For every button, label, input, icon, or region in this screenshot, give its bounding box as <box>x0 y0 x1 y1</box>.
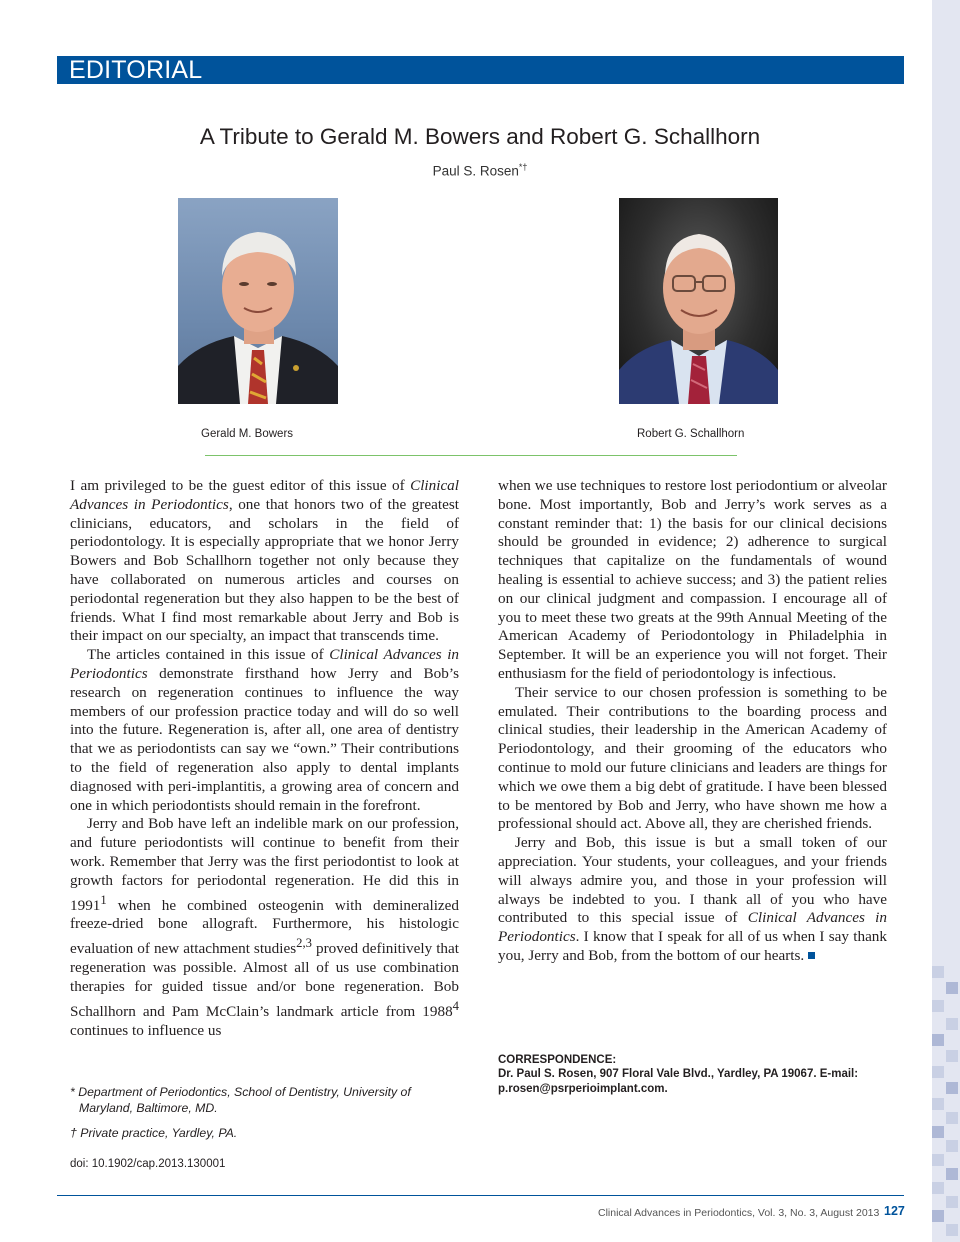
paragraph: I am privileged to be the guest editor of this issue of Clinical Advances in Periodontics, one that honors two of the greatest clinicians, educators, and scholars in the field of periodontology. It is especially appropriate that we honor Jerry Bowers and Bob Schallhorn together not only because they have collaborated on numerous articles and courses on periodontal regeneration but they also happen to be the best of friends. What I find most remarkable about Jerry and Bob is their impact on our specialty, an impact that transcends time. <box>70 477 459 645</box>
page-number: 127 <box>884 1204 905 1218</box>
footnote: † Private practice, Yardley, PA. <box>70 1126 238 1140</box>
paragraph <box>498 834 887 966</box>
footnotes <box>70 1084 459 1150</box>
correspondence-text: Dr. Paul S. Rosen, 907 Floral Vale Blvd., Yardley, PA 19067. E-mail: p.rosen@psrperioimplant.com. <box>498 1068 859 1095</box>
correspondence <box>498 1053 898 1096</box>
author-line <box>0 162 960 179</box>
portrait-robert-schallhorn <box>619 198 778 404</box>
divider-rule <box>205 455 737 456</box>
doi: doi: 10.1902/cap.2013.130001 <box>70 1158 226 1170</box>
author-name: Paul S. Rosen <box>432 163 519 179</box>
correspondence-heading: CORRESPONDENCE: <box>498 1054 617 1066</box>
caption-robert-schallhorn: Robert G. Schallhorn <box>637 428 745 440</box>
body-column-right <box>498 477 887 966</box>
paragraph: when we use techniques to restore lost periodontium or alveolar bone. Most importantly, Bob and Jerry’s work serves as a constant reminder that: 1) the basis for our clinical decisions should be grounded in evidence; 2) adherence to surgical techniques that capitalize on the fundamentals of wound healing is essential to achieve success; and 3) the patient relies on our clinical judgment and compassion. I encourage all of you to meet these two greats at the 99th Annual Meeting of the American Academy of Periodontology in Philadelphia in September. It will be an experience you will not forget. Their enthusiasm for the field of periodontology is infectious. <box>498 477 887 682</box>
article-title: A Tribute to Gerald M. Bowers and Robert G. Schallhorn <box>199 124 761 149</box>
section-banner <box>57 56 904 84</box>
footnote: * Department of Periodontics, School of Dentistry, University of Maryland, Baltimore, MD. <box>70 1085 411 1115</box>
author-marks: *† <box>518 162 528 172</box>
paragraph-text: Jerry and Bob, this issue is but a small token of our appreciation. Your students, your colleagues, and your friends will always admire you, and those in your profession will always be indebted to you. I thank all of you who have contributed to this special issue of Clinical Advances in Periodontics. I know that I speak for all of us when I say thank you, Jerry and Bob, from the bottom of our hearts. <box>498 834 887 964</box>
portrait-gerald-bowers <box>178 198 338 404</box>
caption-gerald-bowers: Gerald M. Bowers <box>201 428 294 440</box>
paragraph: Their service to our chosen profession is something to be emulated. Their contributions to the boarding process and clinical studies, their leadership in the American Academy of Periodontology, and their grooming of the educators who continue to mold our future clinicians and leaders are things for which we owe them a big debt of gratitude. I have been blessed to be mentored by Bob and Jerry, who have shown me how a professional should act. Above all, they are cherished friends. <box>498 683 887 833</box>
section-label: EDITORIAL <box>69 56 203 84</box>
footer-rule <box>57 1195 904 1196</box>
paragraph: The articles contained in this issue of Clinical Advances in Periodontics demonstrate firsthand how Jerry and Bob’s research on regeneration continues to influence the way members of our profession practice today and will do so well into the future. Regeneration is, after all, one area of dentistry that we as periodontists can say we “own.” Their contributions to the field of regeneration also apply to dental implants diagnosed with peri-implantitis, a growing area of concern and one in which periodontists should remain in the forefront. <box>70 646 460 814</box>
body-column-left <box>70 477 459 1040</box>
journal-citation: Clinical Advances in Periodontics, Vol. 3, No. 3, August 2013 <box>598 1207 880 1219</box>
paragraph: Jerry and Bob have left an indelible mark on our profession, and future periodontists will continue to benefit from their work. Remember that Jerry was the first periodontist to look at growth factors for periodontal regeneration. He did this in 1991$^1$ when he combined osteogenin with demineralized freeze-dried bone allograft. Furthermore, his histologic evaluation of new attachment studies$^{2,3}$ proved definitively that regeneration was possible. Almost all of us use combination therapies for guided tissue and/or bone regeneration. Bob Schallhorn and Pam McClain’s landmark article from 1988$^4$ continues to influence us <box>70 815 459 1039</box>
end-mark-icon <box>808 952 815 959</box>
